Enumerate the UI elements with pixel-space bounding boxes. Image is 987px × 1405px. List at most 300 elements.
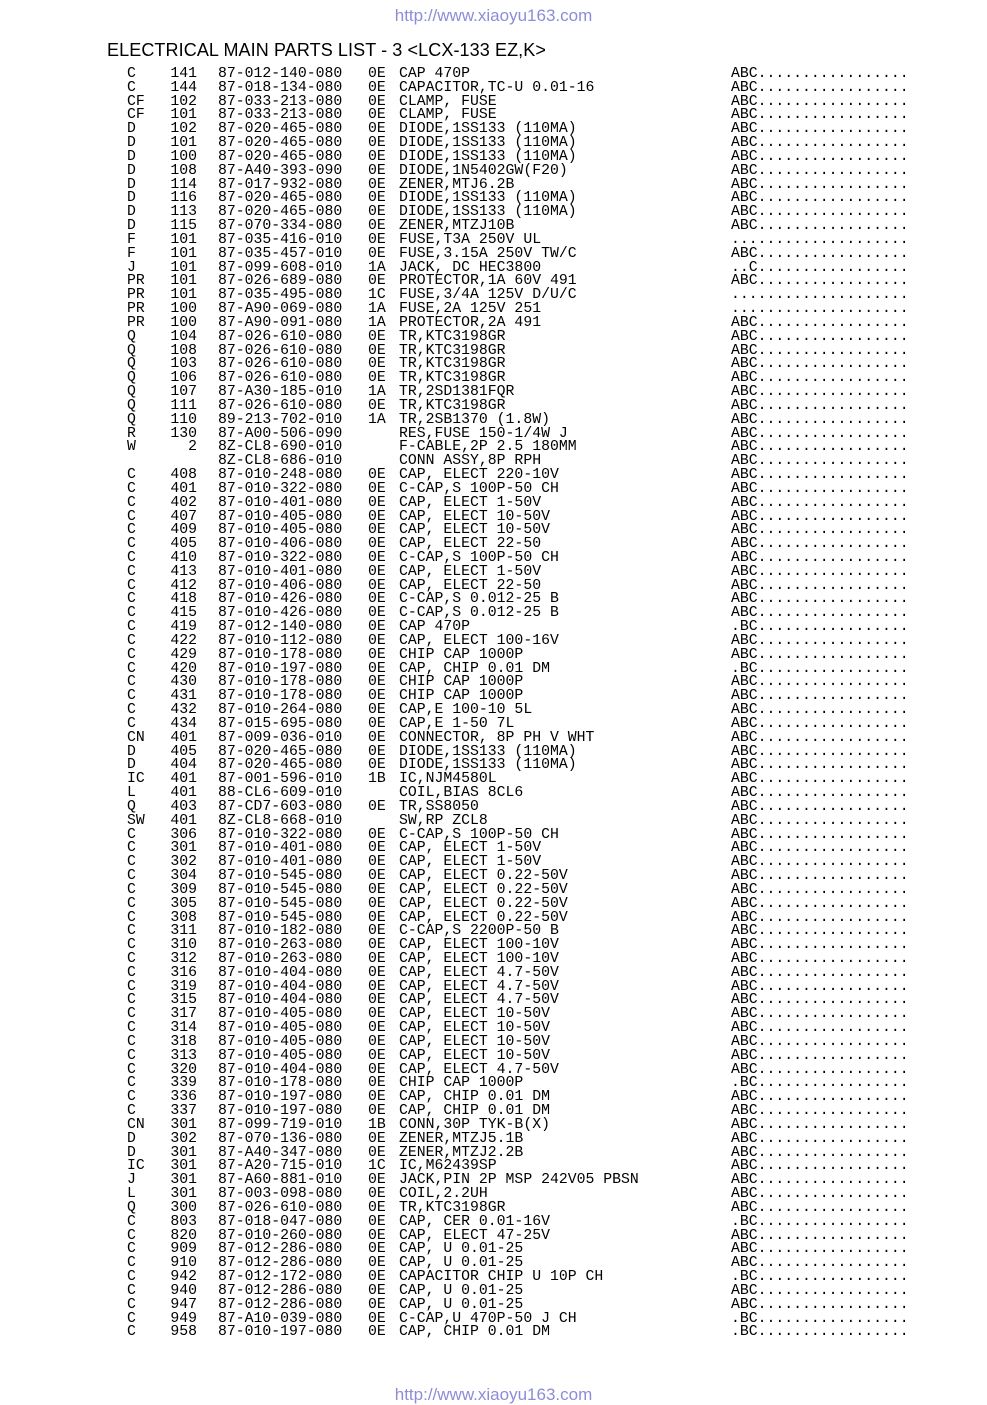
part-number: 87-010-405-080 (218, 522, 343, 539)
revision: 0E (368, 121, 386, 138)
model-code: ABC................. (731, 148, 909, 165)
ref-designator: C (127, 1282, 136, 1299)
ref-designator: D (127, 148, 136, 165)
part-description: CAP, CHIP 0.01 DM (399, 1324, 550, 1341)
ref-number: 306 (170, 826, 197, 843)
ref-designator: F (127, 231, 136, 248)
part-number: 8Z-CL8-690-010 (218, 439, 343, 456)
ref-designator: Q (127, 384, 136, 401)
ref-number: 113 (170, 204, 197, 221)
ref-designator: D (127, 1144, 136, 1161)
ref-designator: Q (127, 328, 136, 345)
model-code: ABC................. (731, 563, 909, 580)
ref-number: 429 (170, 646, 197, 663)
model-code: ABC................. (731, 854, 909, 871)
watermark-url-top: http://www.xiaoyu163.com (394, 6, 593, 25)
ref-number: 116 (170, 190, 197, 207)
part-number: 87-020-465-080 (218, 204, 343, 221)
part-description: CAP, ELECT 100-16V (399, 632, 559, 649)
ref-number: 101 (170, 287, 197, 304)
part-description: CONN ASSY,8P RPH (399, 453, 542, 470)
part-number: 87-026-610-080 (218, 356, 343, 373)
part-description: IC,NJM4580L (399, 771, 497, 788)
ref-designator: C (127, 549, 136, 566)
ref-designator: Q (127, 342, 136, 359)
ref-designator: Q (127, 370, 136, 387)
part-number: 87-010-405-080 (218, 1033, 343, 1050)
ref-number: 302 (170, 1130, 197, 1147)
ref-number: 958 (170, 1324, 197, 1341)
part-number: 87-018-047-080 (218, 1213, 343, 1230)
revision: 0E (368, 245, 386, 262)
revision: 0E (368, 135, 386, 152)
revision: 0E (368, 356, 386, 373)
ref-number: 820 (170, 1227, 197, 1244)
ref-designator: C (127, 646, 136, 663)
ref-designator: C (127, 937, 136, 954)
ref-number: 401 (170, 729, 197, 746)
part-description: CAP, ELECT 4.7-50V (399, 978, 559, 995)
ref-designator: C (127, 826, 136, 843)
revision: 0E (368, 1047, 386, 1064)
part-description: CHIP CAP 1000P (399, 646, 524, 663)
ref-designator: Q (127, 1199, 136, 1216)
revision: 0E (368, 632, 386, 649)
revision: 1A (368, 384, 386, 401)
model-code: ABC................. (731, 937, 909, 954)
part-description: DIODE,1SS133 (110MA) (399, 121, 577, 138)
ref-number: 130 (170, 425, 197, 442)
part-description: CAP, ELECT 1-50V (399, 563, 542, 580)
revision: 0E (368, 951, 386, 967)
part-number: 87-035-457-010 (218, 245, 343, 262)
model-code: ABC................. (731, 480, 909, 497)
ref-number: 419 (170, 619, 197, 636)
part-description: CAP, ELECT 0.22-50V (399, 868, 568, 885)
ref-number: 401 (170, 812, 197, 829)
model-code: ABC................. (731, 107, 909, 124)
ref-number: 101 (170, 245, 197, 262)
revision: 1A (368, 314, 386, 331)
ref-number: 111 (170, 397, 197, 414)
model-code: ABC................. (731, 923, 909, 940)
model-code: ABC................. (731, 951, 909, 967)
revision: 0E (368, 577, 386, 594)
part-description: FUSE,3/4A 125V D/U/C (399, 287, 577, 304)
revision: 0E (368, 1033, 386, 1050)
model-code: .................... (731, 301, 909, 318)
ref-number: 107 (170, 384, 197, 401)
revision: 0E (368, 1061, 386, 1078)
revision: 0E (368, 342, 386, 359)
model-code: .BC................. (731, 1075, 909, 1092)
part-description: CAP, U 0.01-25 (399, 1255, 524, 1272)
part-number: 87-010-426-080 (218, 605, 343, 622)
ref-designator: C (127, 1310, 136, 1327)
part-description: TR,KTC3198GR (399, 370, 506, 387)
model-code: ABC................. (731, 135, 909, 152)
part-description: FUSE,3.15A 250V TW/C (399, 245, 577, 262)
revision: 0E (368, 397, 386, 414)
part-description: DIODE,1SS133 (110MA) (399, 757, 577, 774)
revision: 1A (368, 259, 386, 276)
part-number: 87-A20-715-010 (218, 1158, 343, 1175)
model-code: ABC................. (731, 895, 909, 912)
part-description: DIODE,1N5402GW(F20) (399, 162, 568, 179)
part-number: 87-010-322-080 (218, 826, 343, 843)
ref-number: 108 (170, 342, 197, 359)
revision: 0E (368, 1199, 386, 1216)
part-description: JACK, DC HEC3800 (399, 259, 542, 276)
ref-number: 404 (170, 757, 197, 774)
ref-designator: C (127, 1020, 136, 1037)
part-number: 87-010-401-080 (218, 840, 343, 857)
part-description: SW,RP ZCL8 (399, 812, 488, 829)
model-code: ABC................. (731, 1020, 909, 1037)
revision: 0E (368, 1075, 386, 1092)
table-row (0, 1326, 987, 1340)
revision: 0E (368, 231, 386, 248)
model-code: .BC................. (731, 1269, 909, 1286)
part-description: CHIP CAP 1000P (399, 674, 524, 691)
part-description: CAP, CHIP 0.01 DM (399, 1103, 550, 1120)
ref-number: 320 (170, 1061, 197, 1078)
ref-designator: L (127, 1186, 136, 1203)
part-description: C-CAP,S 0.012-25 B (399, 591, 559, 608)
revision: 1C (368, 287, 386, 304)
model-code: ABC................. (731, 1047, 909, 1064)
part-description: CLAMP, FUSE (399, 93, 497, 110)
revision: 0E (368, 508, 386, 525)
revision: 0E (368, 1269, 386, 1286)
ref-designator: R (127, 425, 136, 442)
revision: 0E (368, 494, 386, 511)
ref-number: 910 (170, 1255, 197, 1272)
revision: 0E (368, 646, 386, 663)
part-number: 87-012-172-080 (218, 1269, 343, 1286)
ref-number: 114 (170, 176, 197, 193)
revision: 0E (368, 148, 386, 165)
ref-number: 104 (170, 328, 197, 345)
revision: 0E (368, 688, 386, 705)
model-code: ABC................. (731, 702, 909, 719)
part-number: 87-010-426-080 (218, 591, 343, 608)
model-code: ABC................. (731, 909, 909, 926)
ref-number: 110 (170, 411, 197, 428)
ref-designator: C (127, 563, 136, 580)
ref-number: 305 (170, 895, 197, 912)
ref-number: 339 (170, 1075, 197, 1092)
ref-number: 405 (170, 743, 197, 760)
part-description: CAPACITOR CHIP U 10P CH (399, 1269, 604, 1286)
model-code: ABC................. (731, 328, 909, 345)
ref-number: 940 (170, 1282, 197, 1299)
revision: 0E (368, 1144, 386, 1161)
model-code: ABC................. (731, 771, 909, 788)
part-description: CAP, CER 0.01-16V (399, 1213, 550, 1230)
revision: 0E (368, 937, 386, 954)
part-number: 87-010-401-080 (218, 854, 343, 871)
part-number: 87-010-404-080 (218, 964, 343, 981)
part-description: FUSE,T3A 250V UL (399, 231, 542, 248)
ref-designator: CF (127, 107, 145, 124)
ref-designator: C (127, 1296, 136, 1313)
model-code: ABC................. (731, 425, 909, 442)
ref-number: 402 (170, 494, 197, 511)
part-description: DIODE,1SS133 (110MA) (399, 204, 577, 221)
ref-designator: D (127, 204, 136, 221)
model-code: ABC................. (731, 397, 909, 414)
model-code: ..C................. (731, 259, 909, 276)
model-code: ABC................. (731, 66, 909, 82)
ref-number: 336 (170, 1089, 197, 1106)
model-code: ABC................. (731, 1006, 909, 1023)
ref-designator: J (127, 1172, 136, 1189)
ref-designator: Q (127, 798, 136, 815)
model-code: ABC................. (731, 536, 909, 553)
part-number: 87-070-334-080 (218, 218, 343, 235)
ref-designator: C (127, 1103, 136, 1120)
model-code: ABC................. (731, 868, 909, 885)
revision: 0E (368, 536, 386, 553)
revision: 0E (368, 674, 386, 691)
model-code: ABC................. (731, 743, 909, 760)
part-description: COIL,BIAS 8CL6 (399, 785, 524, 802)
ref-number: 101 (170, 135, 197, 152)
model-code: ABC................. (731, 840, 909, 857)
ref-designator: C (127, 895, 136, 912)
part-number: 87-009-036-010 (218, 729, 343, 746)
part-number: 87-070-136-080 (218, 1130, 343, 1147)
model-code: ABC................. (731, 729, 909, 746)
ref-designator: C (127, 688, 136, 705)
part-description: CAP, ELECT 10-50V (399, 1006, 550, 1023)
revision: 1C (368, 1158, 386, 1175)
part-description: CAP,E 1-50 7L (399, 715, 515, 732)
part-description: TR,2SD1381FQR (399, 384, 515, 401)
part-number: 87-012-140-080 (218, 619, 343, 636)
revision: 1B (368, 1116, 386, 1133)
part-number: 87-010-405-080 (218, 508, 343, 525)
ref-designator: PR (127, 287, 145, 304)
part-number: 87-015-695-080 (218, 715, 343, 732)
revision: 0E (368, 1130, 386, 1147)
model-code: ABC................. (731, 162, 909, 179)
revision: 0E (368, 93, 386, 110)
ref-number: 319 (170, 978, 197, 995)
model-code: ABC................. (731, 1199, 909, 1216)
ref-number: 403 (170, 798, 197, 815)
part-description: CAP, ELECT 22-50 (399, 536, 542, 553)
ref-designator: C (127, 992, 136, 1009)
part-description: CAP, ELECT 4.7-50V (399, 992, 559, 1009)
revision: 0E (368, 840, 386, 857)
model-code: ABC................. (731, 798, 909, 815)
part-description: TR,KTC3198GR (399, 356, 506, 373)
parts-list (0, 68, 987, 1340)
part-number: 87-099-719-010 (218, 1116, 343, 1133)
part-description: CAP, ELECT 1-50V (399, 494, 542, 511)
model-code: ABC................. (731, 757, 909, 774)
part-number: 87-010-264-080 (218, 702, 343, 719)
model-code: ABC................. (731, 812, 909, 829)
ref-designator: CN (127, 729, 145, 746)
model-code: ABC................. (731, 632, 909, 649)
part-number: 87-020-465-080 (218, 190, 343, 207)
part-description: CAP, ELECT 10-50V (399, 522, 550, 539)
part-number: 87-020-465-080 (218, 121, 343, 138)
ref-number: 311 (170, 923, 197, 940)
model-code: ABC................. (731, 785, 909, 802)
model-code: ABC................. (731, 1241, 909, 1258)
revision: 0E (368, 895, 386, 912)
part-description: DIODE,1SS133 (110MA) (399, 148, 577, 165)
ref-designator: C (127, 1089, 136, 1106)
ref-number: 418 (170, 591, 197, 608)
ref-number: 315 (170, 992, 197, 1009)
revision: 0E (368, 1213, 386, 1230)
ref-designator: C (127, 591, 136, 608)
model-code: ABC................. (731, 1116, 909, 1133)
part-description: CAP 470P (399, 66, 471, 82)
ref-number: 106 (170, 370, 197, 387)
ref-designator: C (127, 508, 136, 525)
ref-designator: SW (127, 812, 145, 829)
ref-designator: Q (127, 397, 136, 414)
part-number: 87-020-465-080 (218, 757, 343, 774)
part-description: ZENER,MTZJ10B (399, 218, 515, 235)
part-number: 87-010-404-080 (218, 1061, 343, 1078)
model-code: ABC................. (731, 342, 909, 359)
ref-number: 409 (170, 522, 197, 539)
part-number: 87-010-178-080 (218, 1075, 343, 1092)
part-description: CAP, U 0.01-25 (399, 1241, 524, 1258)
part-number: 89-213-702-010 (218, 411, 343, 428)
part-description: CAP, ELECT 1-50V (399, 854, 542, 871)
ref-designator: PR (127, 301, 145, 318)
ref-number: 309 (170, 881, 197, 898)
part-number: 87-012-286-080 (218, 1282, 343, 1299)
part-number: 87-035-495-080 (218, 287, 343, 304)
ref-number: 101 (170, 107, 197, 124)
revision: 0E (368, 370, 386, 387)
ref-number: 407 (170, 508, 197, 525)
part-description: DIODE,1SS133 (110MA) (399, 190, 577, 207)
ref-designator: C (127, 964, 136, 981)
part-number: 87-026-610-080 (218, 342, 343, 359)
part-number: 87-010-263-080 (218, 951, 343, 967)
part-number: 87-010-322-080 (218, 549, 343, 566)
part-number: 87-010-112-080 (218, 632, 343, 649)
part-description: CONNECTOR, 8P PH V WHT (399, 729, 595, 746)
revision: 0E (368, 605, 386, 622)
ref-number: 310 (170, 937, 197, 954)
model-code: ABC................. (731, 964, 909, 981)
ref-number: 103 (170, 356, 197, 373)
ref-number: 301 (170, 1172, 197, 1189)
revision: 0E (368, 328, 386, 345)
part-description: CAP,E 100-10 5L (399, 702, 533, 719)
ref-designator: D (127, 190, 136, 207)
model-code: ABC................. (731, 467, 909, 484)
part-number: 87-A40-347-080 (218, 1144, 343, 1161)
part-description: DIODE,1SS133 (110MA) (399, 135, 577, 152)
ref-designator: L (127, 785, 136, 802)
part-description: CAPACITOR,TC-U 0.01-16 (399, 79, 595, 96)
watermark-url-bottom: http://www.xiaoyu163.com (394, 1385, 593, 1404)
model-code: ABC................. (731, 93, 909, 110)
part-description: CAP, ELECT 47-25V (399, 1227, 550, 1244)
model-code: ABC................. (731, 715, 909, 732)
ref-designator: C (127, 619, 136, 636)
ref-number: 420 (170, 660, 197, 677)
revision: 0E (368, 218, 386, 235)
ref-number: 313 (170, 1047, 197, 1064)
part-number: 87-010-182-080 (218, 923, 343, 940)
revision: 0E (368, 549, 386, 566)
part-number: 87-012-286-080 (218, 1241, 343, 1258)
part-number: 87-010-178-080 (218, 674, 343, 691)
ref-designator: C (127, 494, 136, 511)
part-description: C-CAP,S 100P-50 CH (399, 480, 559, 497)
model-code: .BC................. (731, 1213, 909, 1230)
ref-designator: C (127, 868, 136, 885)
revision: 0E (368, 176, 386, 193)
revision: 0E (368, 798, 386, 815)
part-number: 87-033-213-080 (218, 93, 343, 110)
ref-number: 301 (170, 1186, 197, 1203)
part-number: 87-010-545-080 (218, 895, 343, 912)
ref-number: 302 (170, 854, 197, 871)
model-code: ABC................. (731, 1172, 909, 1189)
revision: 0E (368, 1006, 386, 1023)
part-number: 87-010-404-080 (218, 978, 343, 995)
part-number: 87-026-610-080 (218, 397, 343, 414)
model-code: ABC................. (731, 453, 909, 470)
revision: 0E (368, 992, 386, 1009)
model-code: ABC................. (731, 1089, 909, 1106)
revision: 1B (368, 771, 386, 788)
part-description: C-CAP,S 100P-50 CH (399, 549, 559, 566)
ref-number: 401 (170, 771, 197, 788)
model-code: ABC................. (731, 204, 909, 221)
ref-number: 115 (170, 218, 197, 235)
ref-designator: PR (127, 273, 145, 290)
part-number: 87-010-404-080 (218, 992, 343, 1009)
part-number: 87-010-178-080 (218, 646, 343, 663)
ref-number: 2 (188, 439, 197, 456)
part-number: 87-017-932-080 (218, 176, 343, 193)
ref-number: 304 (170, 868, 197, 885)
revision: 0E (368, 826, 386, 843)
model-code: ABC................. (731, 1144, 909, 1161)
ref-designator: D (127, 121, 136, 138)
ref-designator: C (127, 1324, 136, 1341)
ref-number: 909 (170, 1241, 197, 1258)
revision: 0E (368, 1241, 386, 1258)
ref-number: 314 (170, 1020, 197, 1037)
ref-designator: Q (127, 356, 136, 373)
ref-designator: C (127, 577, 136, 594)
part-description: ZENER,MTJ6.2B (399, 176, 515, 193)
ref-designator: C (127, 480, 136, 497)
part-description: CAP, ELECT 220-10V (399, 467, 559, 484)
ref-number: 301 (170, 1116, 197, 1133)
revision: 0E (368, 1020, 386, 1037)
model-code: .BC................. (731, 1310, 909, 1327)
ref-designator: J (127, 259, 136, 276)
model-code: ABC................. (731, 1103, 909, 1120)
